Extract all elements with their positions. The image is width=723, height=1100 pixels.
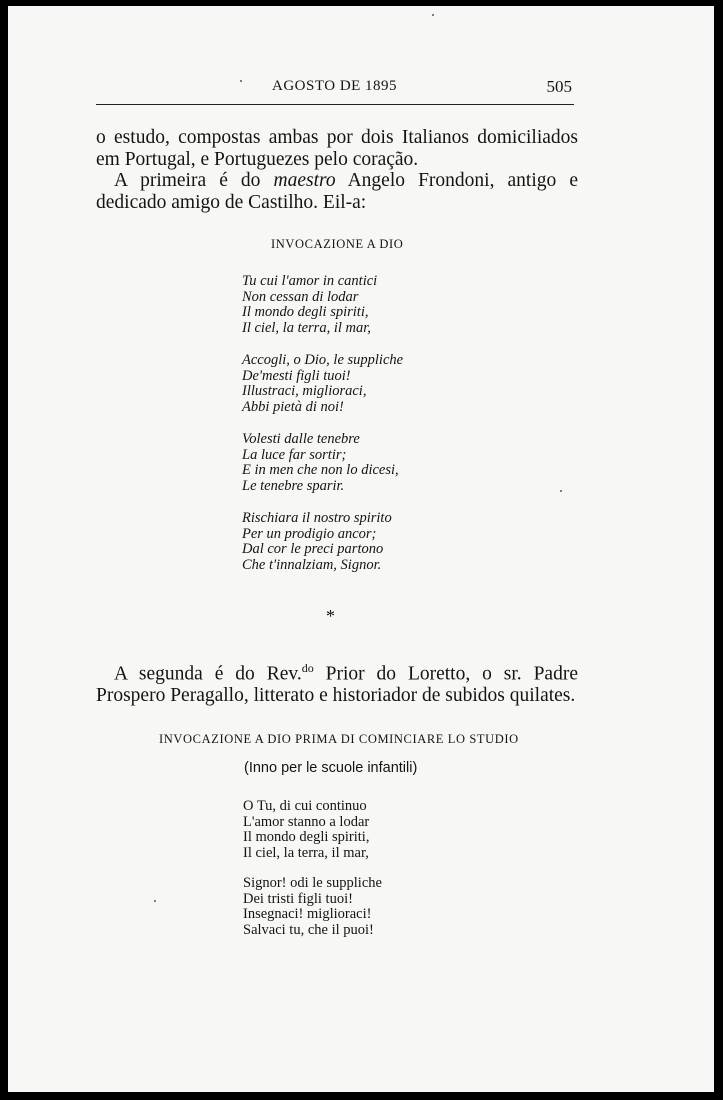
- second-paragraph: A segunda é do Rev.$^{do}$ Prior do Loretto, o sr. Padre Prospero Peragallo, litterato e historiador de subidos quilates.: [96, 661, 578, 706]
- print-speck: [560, 490, 562, 492]
- running-header: [96, 78, 574, 108]
- print-speck: [154, 900, 156, 902]
- header-rule: [96, 104, 574, 105]
- poem2-stanza-1: O Tu, di cui continuo L'amor stanno a lodar Il mondo degli spiriti, Il ciel, la terra, il mar,: [243, 798, 370, 861]
- poem1-title: INVOCAZIONE A DIO: [271, 237, 404, 251]
- print-speck: [432, 14, 434, 16]
- poem2-title: INVOCAZIONE A DIO PRIMA DI COMINCIARE LO STUDIO: [159, 732, 519, 746]
- intro-paragraph-2: A primeira é do maestro Angelo Frondoni, antigo e dedicado amigo de Castilho. Eil-a:: [96, 170, 578, 213]
- second-text: [96, 658, 578, 707]
- intro-paragraph-1: o estudo, compostas ambas por dois Italianos domiciliados em Portugal, e Portuguezes pelo coração.: [96, 127, 578, 170]
- maestro-emphasis: maestro: [273, 170, 336, 191]
- header-title: AGOSTO DE 1895: [272, 78, 398, 94]
- page-number: 505: [546, 77, 572, 96]
- poem1-stanza-4: Rischiara il nostro spirito Per un prodigio ancor; Dal cor le preci partono Che t'innalziam, Signor.: [242, 510, 392, 573]
- poem2-stanza-2: Signor! odi le suppliche Dei tristi figli tuoi! Insegnaci! miglioraci! Salvaci tu, che il puoi!: [243, 875, 382, 938]
- poem1-stanza-1: Tu cui l'amor in cantici Non cessan di lodar Il mondo degli spiriti, Il ciel, la terra, il mar,: [242, 273, 378, 336]
- poem1-stanza-2: Accogli, o Dio, le suppliche De'mesti figli tuoi! Illustraci, miglioraci, Abbi pietà di noi!: [242, 352, 404, 415]
- intro-text: [96, 127, 578, 213]
- poem1-stanza-3: Volesti dalle tenebre La luce far sortir; E in men che non lo dicesi, Le tenebre sparir.: [242, 431, 399, 494]
- print-speck: [240, 80, 242, 82]
- section-separator: *: [326, 606, 335, 626]
- poem2-subtitle: (Inno per le scuole infantili): [244, 760, 418, 776]
